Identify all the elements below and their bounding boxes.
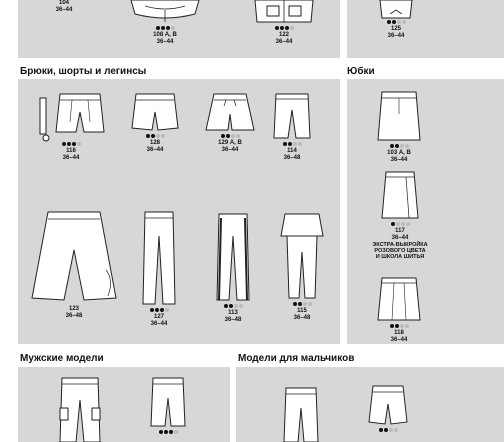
item-size: 36–44 — [391, 235, 409, 241]
boys-shorts-sketch — [367, 384, 409, 428]
difficulty-dots — [366, 428, 410, 434]
item-number: 103 А, В — [387, 150, 411, 156]
extra-pattern-note: ЭКСТРА-ВЫКРОЙКА — [372, 242, 428, 248]
extra-pattern-note: И ШКОЛА ШИТЬЯ — [375, 254, 425, 260]
pattern-item-116[interactable] — [36, 92, 106, 162]
item-number: 122 — [278, 32, 289, 38]
item-number: 123 — [68, 306, 79, 312]
slim-pants-sketch — [139, 210, 179, 308]
item-number: 114 — [287, 148, 297, 154]
item-number: 108 А, В — [153, 32, 177, 38]
section-title-pants: Брюки, шорты и легинсы — [20, 66, 147, 77]
jacket-sketch — [253, 0, 315, 26]
item-size: 36–44 — [390, 337, 408, 343]
pattern-item-118[interactable] — [372, 276, 426, 344]
capri-pants-sketch — [270, 92, 314, 142]
section-title-men: Мужские модели — [20, 353, 104, 364]
pattern-item-114[interactable] — [270, 92, 314, 162]
flared-shorts-sketch — [204, 92, 256, 134]
item-number: 104 — [58, 0, 69, 6]
stripe-pants-sketch — [213, 212, 253, 304]
men-panel — [18, 367, 230, 442]
shorts-sketch — [130, 92, 180, 134]
pattern-item-108[interactable] — [125, 0, 205, 46]
item-number: 127 — [153, 314, 164, 320]
pattern-item-men-shorts[interactable] — [148, 376, 188, 436]
pattern-item-125[interactable] — [372, 0, 420, 40]
top-panel-right — [347, 0, 504, 58]
item-number: 129 А, В — [218, 140, 242, 146]
item-number: 113 — [228, 310, 238, 316]
pattern-item-128[interactable] — [130, 92, 180, 154]
pattern-item-104[interactable] — [40, 0, 88, 14]
pattern-item-103[interactable] — [372, 90, 426, 164]
pattern-item-113[interactable] — [210, 212, 256, 324]
pattern-item-boys-shorts[interactable] — [366, 384, 410, 434]
cargo-pants-sketch — [56, 376, 104, 442]
item-number: 116 — [66, 148, 76, 154]
difficulty-dots — [148, 430, 188, 436]
extra-pattern-note: РОЗОВОГО ЦВЕТА — [374, 248, 426, 254]
item-size: 36–44 — [390, 157, 408, 163]
section-title-boys: Модели для мальчиков — [238, 353, 355, 364]
boys-pants-sketch — [280, 386, 322, 442]
skirt-leggings-sketch — [279, 212, 325, 302]
item-number: 118 — [394, 330, 404, 336]
pattern-item-men-cargo[interactable] — [54, 376, 106, 442]
item-number: 128 — [149, 140, 160, 146]
pleated-skirt-sketch — [374, 276, 424, 324]
culottes-sketch — [28, 210, 120, 306]
pattern-item-boys-pants[interactable] — [278, 386, 324, 442]
men-shorts-sketch — [149, 376, 187, 430]
pattern-item-117[interactable] — [360, 170, 440, 260]
pattern-item-123[interactable] — [28, 210, 120, 320]
pattern-item-129[interactable] — [204, 92, 256, 154]
pattern-item-127[interactable] — [136, 210, 182, 328]
top-sketch — [376, 0, 416, 20]
item-size: 36–44 — [146, 147, 164, 153]
item-number: 117 — [395, 228, 405, 234]
item-size: 36–44 — [62, 155, 80, 161]
item-size: 36–48 — [283, 155, 301, 161]
item-size: 36–48 — [65, 313, 83, 319]
mini-skirt-sketch — [374, 90, 424, 144]
item-size: 36–44 — [156, 39, 174, 45]
item-size: 36–44 — [275, 39, 293, 45]
item-size: 36–44 — [387, 33, 405, 39]
shorts-belt-sketch — [36, 92, 106, 142]
item-number: 115 — [297, 308, 307, 314]
item-size: 36–44 — [150, 321, 168, 327]
pattern-item-122[interactable] — [253, 0, 315, 46]
item-size: 36–44 — [55, 7, 73, 13]
item-size: 36–48 — [293, 315, 311, 321]
pattern-item-115[interactable] — [278, 212, 326, 322]
item-number: 125 — [390, 26, 401, 32]
item-size: 36–48 — [224, 317, 242, 323]
blouse-sketch — [125, 0, 205, 26]
section-title-skirts: Юбки — [347, 66, 375, 77]
item-size: 36–44 — [221, 147, 239, 153]
wrap-skirt-sketch — [378, 170, 422, 222]
